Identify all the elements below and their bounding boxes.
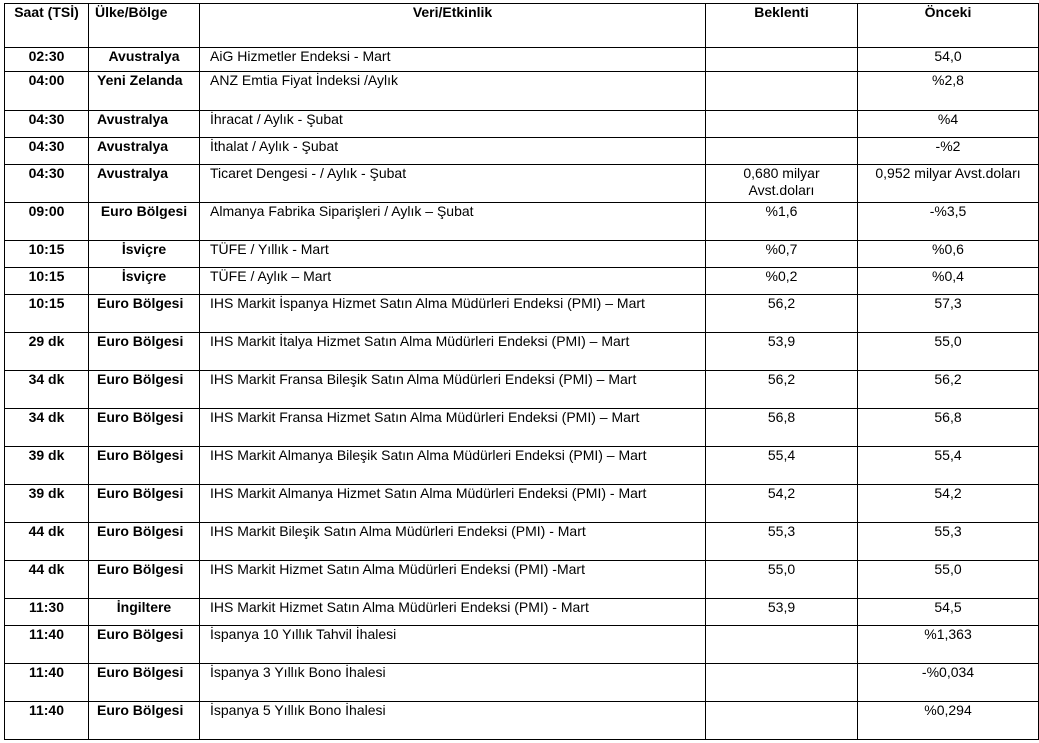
row-country: Euro Bölgesi: [89, 203, 200, 241]
row-time: 04:00: [5, 72, 89, 111]
row-event: IHS Markit Almanya Bileşik Satın Alma Müdürleri Endeksi (PMI) – Mart: [200, 447, 706, 485]
row-time: 10:15: [5, 268, 89, 295]
row-time: 10:15: [5, 241, 89, 268]
row-country: İsviçre: [89, 241, 200, 268]
row-event: Almanya Fabrika Siparişleri / Aylık – Şubat: [200, 203, 706, 241]
row-time: 10:15: [5, 295, 89, 333]
row-previous: 55,4: [858, 447, 1039, 485]
row-time: 09:00: [5, 203, 89, 241]
row-expected: %1,6: [706, 203, 858, 241]
table-row: [5, 241, 1039, 268]
row-event: IHS Markit Hizmet Satın Alma Müdürleri Endeksi (PMI) -Mart: [200, 561, 706, 599]
table-row: [5, 626, 1039, 664]
table-row: [5, 295, 1039, 333]
row-expected: [706, 111, 858, 138]
table-row: [5, 371, 1039, 409]
row-event: TÜFE / Aylık – Mart: [200, 268, 706, 295]
row-country: Euro Bölgesi: [89, 626, 200, 664]
row-expected: 55,0: [706, 561, 858, 599]
table-row: [5, 702, 1039, 740]
row-time: 11:30: [5, 599, 89, 626]
row-previous: 55,3: [858, 523, 1039, 561]
row-country: Euro Bölgesi: [89, 561, 200, 599]
row-previous: 56,8: [858, 409, 1039, 447]
row-country: Avustralya: [89, 48, 200, 72]
row-previous: 57,3: [858, 295, 1039, 333]
row-time: 34 dk: [5, 409, 89, 447]
row-time: 39 dk: [5, 485, 89, 523]
row-time: 04:30: [5, 138, 89, 165]
row-country: Euro Bölgesi: [89, 523, 200, 561]
table-row: [5, 72, 1039, 111]
row-event: IHS Markit Bileşik Satın Alma Müdürleri Endeksi (PMI) - Mart: [200, 523, 706, 561]
row-expected: 56,2: [706, 295, 858, 333]
row-country: Euro Bölgesi: [89, 371, 200, 409]
table-row: [5, 138, 1039, 165]
row-previous: 55,0: [858, 561, 1039, 599]
row-event: IHS Markit İspanya Hizmet Satın Alma Müdürleri Endeksi (PMI) – Mart: [200, 295, 706, 333]
row-expected: 56,8: [706, 409, 858, 447]
table-row: [5, 268, 1039, 295]
row-expected: [706, 702, 858, 740]
row-expected: 55,3: [706, 523, 858, 561]
table-row: [5, 409, 1039, 447]
row-expected: %0,2: [706, 268, 858, 295]
row-event: İspanya 5 Yıllık Bono İhalesi: [200, 702, 706, 740]
table-row: [5, 165, 1039, 203]
row-expected: [706, 48, 858, 72]
table-row: [5, 561, 1039, 599]
row-previous: %0,6: [858, 241, 1039, 268]
row-event: IHS Markit Hizmet Satın Alma Müdürleri Endeksi (PMI) - Mart: [200, 599, 706, 626]
row-event: Ticaret Dengesi - / Aylık - Şubat: [200, 165, 706, 203]
row-previous: 55,0: [858, 333, 1039, 371]
row-expected: %0,7: [706, 241, 858, 268]
header-country: Ülke/Bölge: [89, 4, 200, 48]
row-country: İngiltere: [89, 599, 200, 626]
row-time: 44 dk: [5, 523, 89, 561]
row-time: 11:40: [5, 626, 89, 664]
row-country: Euro Bölgesi: [89, 702, 200, 740]
table-row: [5, 664, 1039, 702]
row-event: IHS Markit Fransa Bileşik Satın Alma Müdürleri Endeksi (PMI) – Mart: [200, 371, 706, 409]
row-expected: 0,680 milyar Avst.doları: [706, 165, 858, 203]
row-country: Euro Bölgesi: [89, 409, 200, 447]
row-time: 29 dk: [5, 333, 89, 371]
row-time: 02:30: [5, 48, 89, 72]
row-event: IHS Markit Fransa Hizmet Satın Alma Müdürleri Endeksi (PMI) – Mart: [200, 409, 706, 447]
row-time: 34 dk: [5, 371, 89, 409]
row-expected: [706, 72, 858, 111]
row-country: Euro Bölgesi: [89, 295, 200, 333]
header-previous: Önceki: [858, 4, 1039, 48]
header-event: Veri/Etkinlik: [200, 4, 706, 48]
row-country: Euro Bölgesi: [89, 447, 200, 485]
row-country: Avustralya: [89, 111, 200, 138]
header-time: Saat (TSİ): [5, 4, 89, 48]
row-time: 04:30: [5, 111, 89, 138]
table-body: [5, 48, 1039, 740]
row-event: AiG Hizmetler Endeksi - Mart: [200, 48, 706, 72]
row-previous: %2,8: [858, 72, 1039, 111]
row-previous: 56,2: [858, 371, 1039, 409]
row-expected: 55,4: [706, 447, 858, 485]
row-time: 39 dk: [5, 447, 89, 485]
row-event: IHS Markit İtalya Hizmet Satın Alma Müdürleri Endeksi (PMI) – Mart: [200, 333, 706, 371]
row-expected: [706, 138, 858, 165]
row-expected: 56,2: [706, 371, 858, 409]
row-event: ANZ Emtia Fiyat İndeksi /Aylık: [200, 72, 706, 111]
header-expected: Beklenti: [706, 4, 858, 48]
table-row: [5, 48, 1039, 72]
row-country: Euro Bölgesi: [89, 485, 200, 523]
row-previous: -%3,5: [858, 203, 1039, 241]
row-country: Yeni Zelanda: [89, 72, 200, 111]
row-previous: 0,952 milyar Avst.doları: [858, 165, 1039, 203]
row-previous: %0,4: [858, 268, 1039, 295]
economic-calendar-table: [4, 3, 1039, 740]
row-previous: -%0,034: [858, 664, 1039, 702]
row-expected: 54,2: [706, 485, 858, 523]
row-time: 11:40: [5, 664, 89, 702]
row-event: İspanya 10 Yıllık Tahvil İhalesi: [200, 626, 706, 664]
row-country: Avustralya: [89, 138, 200, 165]
row-country: Avustralya: [89, 165, 200, 203]
row-country: Euro Bölgesi: [89, 664, 200, 702]
table-row: [5, 111, 1039, 138]
row-previous: %1,363: [858, 626, 1039, 664]
row-country: Euro Bölgesi: [89, 333, 200, 371]
row-expected: 53,9: [706, 599, 858, 626]
row-event: İhracat / Aylık - Şubat: [200, 111, 706, 138]
row-expected: [706, 626, 858, 664]
header-row: [5, 4, 1039, 48]
row-previous: 54,0: [858, 48, 1039, 72]
table-row: [5, 599, 1039, 626]
row-event: TÜFE / Yıllık - Mart: [200, 241, 706, 268]
row-time: 11:40: [5, 702, 89, 740]
row-expected: 53,9: [706, 333, 858, 371]
row-event: İspanya 3 Yıllık Bono İhalesi: [200, 664, 706, 702]
row-time: 04:30: [5, 165, 89, 203]
row-previous: 54,5: [858, 599, 1039, 626]
row-time: 44 dk: [5, 561, 89, 599]
row-event: IHS Markit Almanya Hizmet Satın Alma Müdürleri Endeksi (PMI) - Mart: [200, 485, 706, 523]
row-previous: -%2: [858, 138, 1039, 165]
row-previous: %4: [858, 111, 1039, 138]
table-row: [5, 203, 1039, 241]
table-row: [5, 523, 1039, 561]
row-event: İthalat / Aylık - Şubat: [200, 138, 706, 165]
table-row: [5, 447, 1039, 485]
table-row: [5, 333, 1039, 371]
row-expected: [706, 664, 858, 702]
table-row: [5, 485, 1039, 523]
row-previous: %0,294: [858, 702, 1039, 740]
row-country: İsviçre: [89, 268, 200, 295]
row-previous: 54,2: [858, 485, 1039, 523]
